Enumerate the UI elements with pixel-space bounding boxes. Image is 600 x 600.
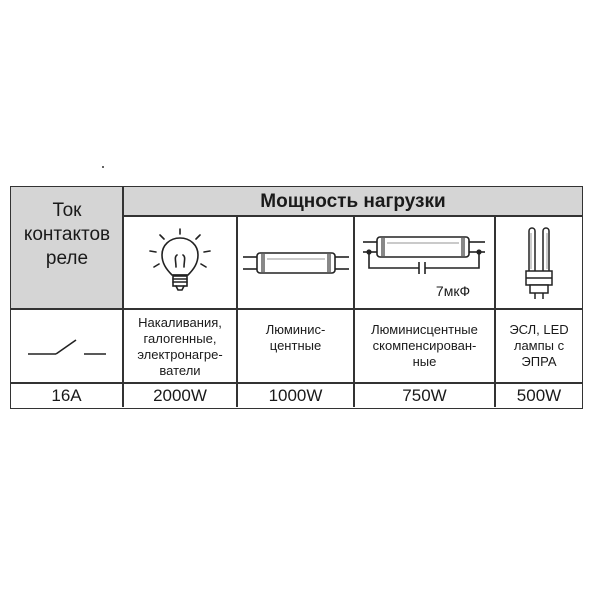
fluorescent-label	[238, 310, 353, 383]
power-header-title: Мощность нагрузки	[260, 190, 446, 212]
label-line: центные	[269, 338, 322, 353]
capacitor-label: 7мкФ	[435, 283, 471, 299]
stray-dot	[102, 166, 104, 168]
power-header-cell	[124, 187, 582, 216]
label-line: галогенные,	[143, 330, 217, 346]
power-value: 2000W	[153, 386, 207, 405]
relay-switch-icon	[11, 310, 123, 383]
relay-current-value: 16А	[51, 386, 82, 405]
label-line: электронагре-	[137, 346, 223, 362]
compact-fluorescent-lamp-icon	[496, 217, 582, 309]
power-value: 500W	[516, 386, 562, 405]
label-line: Люминис-	[265, 322, 326, 337]
label-line: Накаливания,	[138, 314, 222, 330]
label-line: ЭПРА	[521, 354, 557, 369]
label-line: ные	[412, 354, 437, 369]
label-line: Люминисцентные	[371, 322, 478, 337]
compensated-fluorescent-label	[355, 310, 494, 383]
current-header-cell	[11, 187, 123, 309]
load-power-table	[10, 186, 583, 409]
cfl-led-label	[496, 310, 582, 383]
incandescent-label	[124, 310, 236, 383]
label-line: ватели	[159, 362, 201, 378]
power-value: 1000W	[268, 386, 323, 405]
label-line: ЭСЛ, LED	[509, 322, 569, 337]
current-header-line: Ток	[52, 200, 82, 221]
incandescent-bulb-icon	[124, 217, 236, 309]
fluorescent-tube-icon	[238, 217, 353, 309]
current-header-line: реле	[45, 248, 89, 269]
power-value: 750W	[402, 386, 447, 405]
current-header-line: контактов	[23, 224, 111, 245]
label-line: лампы с	[513, 338, 565, 353]
label-line: скомпенсирован-	[372, 338, 477, 353]
